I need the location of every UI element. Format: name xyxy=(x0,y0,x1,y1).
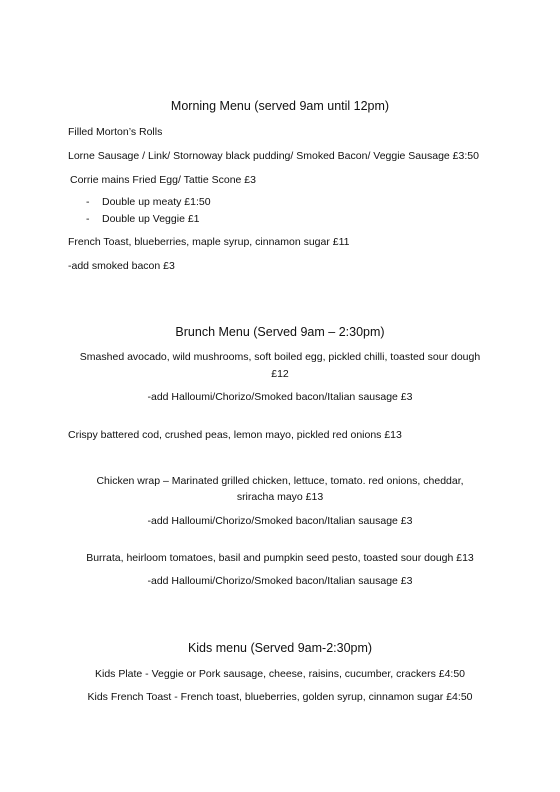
cod-item: Crispy battered cod, crushed peas, lemon mayo, pickled red onions £13 xyxy=(68,429,402,441)
kids-french-toast-item: Kids French Toast - French toast, blueberries, golden syrup, cinnamon sugar £4:50 xyxy=(87,691,473,703)
addon-line: -add Halloumi/Chorizo/Smoked bacon/Italian sausage £3 xyxy=(147,391,413,403)
burrata-item: Burrata, heirloom tomatoes, basil and pumpkin seed pesto, toasted sour dough £13 xyxy=(86,552,474,564)
corrie-item: Corrie mains Fried Egg/ Tattie Scone £3 xyxy=(70,174,256,186)
bullet-marker: - xyxy=(86,196,90,208)
addon-line: -add Halloumi/Chorizo/Smoked bacon/Italian sausage £3 xyxy=(147,575,413,587)
kids-plate-item: Kids Plate - Veggie or Pork sausage, cheese, raisins, cucumber, crackers £4:50 xyxy=(94,668,466,680)
add-bacon-item: -add smoked bacon £3 xyxy=(68,260,175,272)
rolls-items: Lorne Sausage / Link/ Stornoway black pudding/ Smoked Bacon/ Veggie Sausage £3:50 xyxy=(68,150,479,162)
addon-line: -add Halloumi/Chorizo/Smoked bacon/Italian sausage £3 xyxy=(147,515,413,527)
kids-menu-heading: Kids menu (Served 9am-2:30pm) xyxy=(187,641,373,655)
bullet-marker: - xyxy=(86,213,90,225)
avocado-item-line2: £12 xyxy=(271,368,289,380)
bullet-item: Double up Veggie £1 xyxy=(102,213,200,225)
wrap-item-line1: Chicken wrap – Marinated grilled chicken, lettuce, tomato. red onions, cheddar, xyxy=(96,475,464,487)
morning-menu-heading: Morning Menu (served 9am until 12pm) xyxy=(170,99,390,113)
bullet-item: Double up meaty £1:50 xyxy=(102,196,211,208)
brunch-menu-heading: Brunch Menu (Served 9am – 2:30pm) xyxy=(175,325,385,339)
wrap-item-line2: sriracha mayo £13 xyxy=(236,491,324,503)
rolls-title: Filled Morton’s Rolls xyxy=(68,126,163,138)
avocado-item-line1: Smashed avocado, wild mushrooms, soft boiled egg, pickled chilli, toasted sour dough xyxy=(79,351,481,363)
french-toast-item: French Toast, blueberries, maple syrup, cinnamon sugar £11 xyxy=(68,236,350,248)
